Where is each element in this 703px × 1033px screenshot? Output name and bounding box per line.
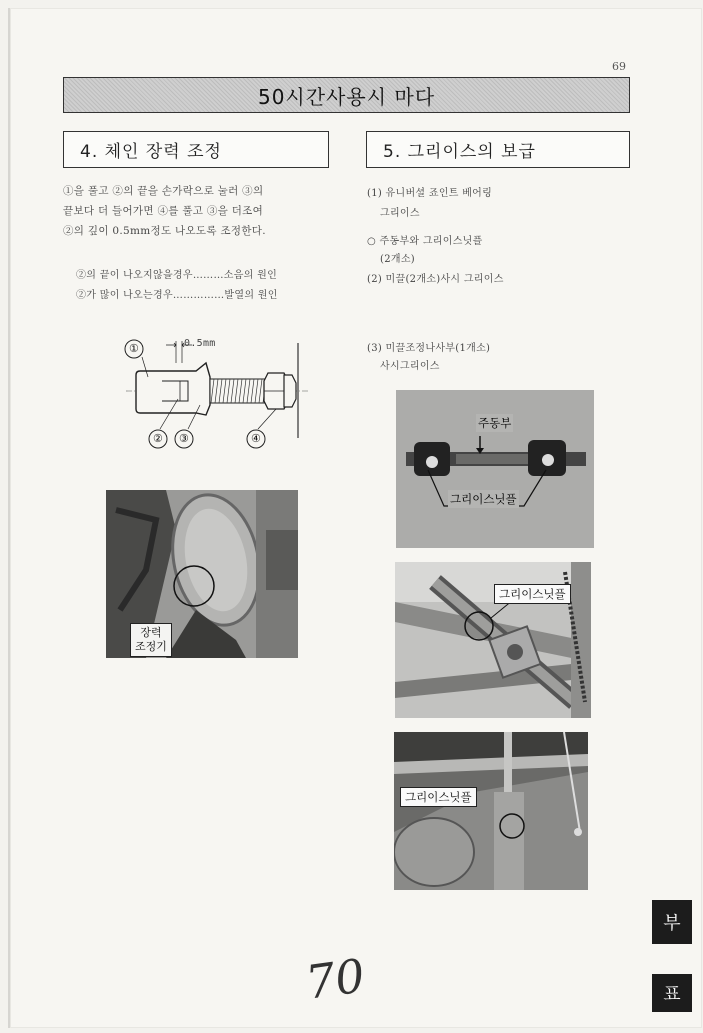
callout-2: ② (153, 432, 164, 445)
grease-item-bullet-sub: (2개소) (380, 254, 415, 265)
dimension-label: 0.5mm (184, 338, 216, 349)
tensioner-diagram (118, 333, 318, 458)
chain-paragraph-line-3: ②의 깊이 0.5mm정도 나오도록 조정한다. (63, 225, 266, 237)
tensioner-photo-label (130, 623, 172, 657)
grease-nipple-label-2: 그리이스닛플 (494, 584, 571, 604)
callout-3: ③ (179, 432, 190, 445)
appendix-tab-top: 부 (652, 900, 692, 944)
grease-nipple-label-1: 그리이스닛플 (450, 492, 517, 506)
main-drive-label: 주동부 (478, 416, 512, 430)
page-number: 69 (612, 60, 626, 73)
grease-item-bullet: ○ 주동부와 그리이스닛플 (367, 236, 483, 247)
grease-item-3: (3) 미끌조정나사부(1개소) (367, 343, 491, 354)
tensioner-label-line-1: 장력 (140, 626, 162, 639)
chain-tension-heading: 4. 체인 장력 조정 (63, 131, 329, 168)
chain-note-1: ②의 끝이 나오지않을경우………소음의 원인 (76, 270, 278, 281)
grease-item-1-sub: 그리이스 (380, 208, 420, 219)
grease-nipple-photo-3 (394, 732, 588, 890)
tensioner-label-line-2: 조정기 (135, 640, 167, 653)
appendix-tab-bottom: 표 (652, 974, 692, 1012)
handwritten-page-number: 70 (302, 948, 369, 1010)
callout-1: ① (129, 342, 140, 355)
callout-4: ④ (251, 432, 262, 445)
chain-note-2: ②가 많이 나오는경우……………발열의 원인 (76, 290, 278, 301)
grease-item-2: (2) 미끌(2개소)사시 그리이스 (367, 274, 504, 285)
section-banner: 50시간사용시 마다 (63, 77, 630, 113)
appendix-tab-gap (652, 944, 692, 974)
grease-item-1: (1) 유니버셜 죠인트 베어링 (367, 188, 493, 199)
chain-paragraph-line-2: 끝보다 더 들어가면 ④를 풀고 ③을 더조여 (63, 205, 264, 217)
grease-item-3-sub: 사시그리이스 (380, 361, 440, 372)
grease-nipple-label-3: 그리이스닛플 (400, 787, 477, 807)
chain-paragraph-line-1: ①을 풀고 ②의 끝을 손가락으로 눌러 ③의 (63, 185, 264, 197)
grease-heading: 5. 그리이스의 보급 (366, 131, 630, 168)
